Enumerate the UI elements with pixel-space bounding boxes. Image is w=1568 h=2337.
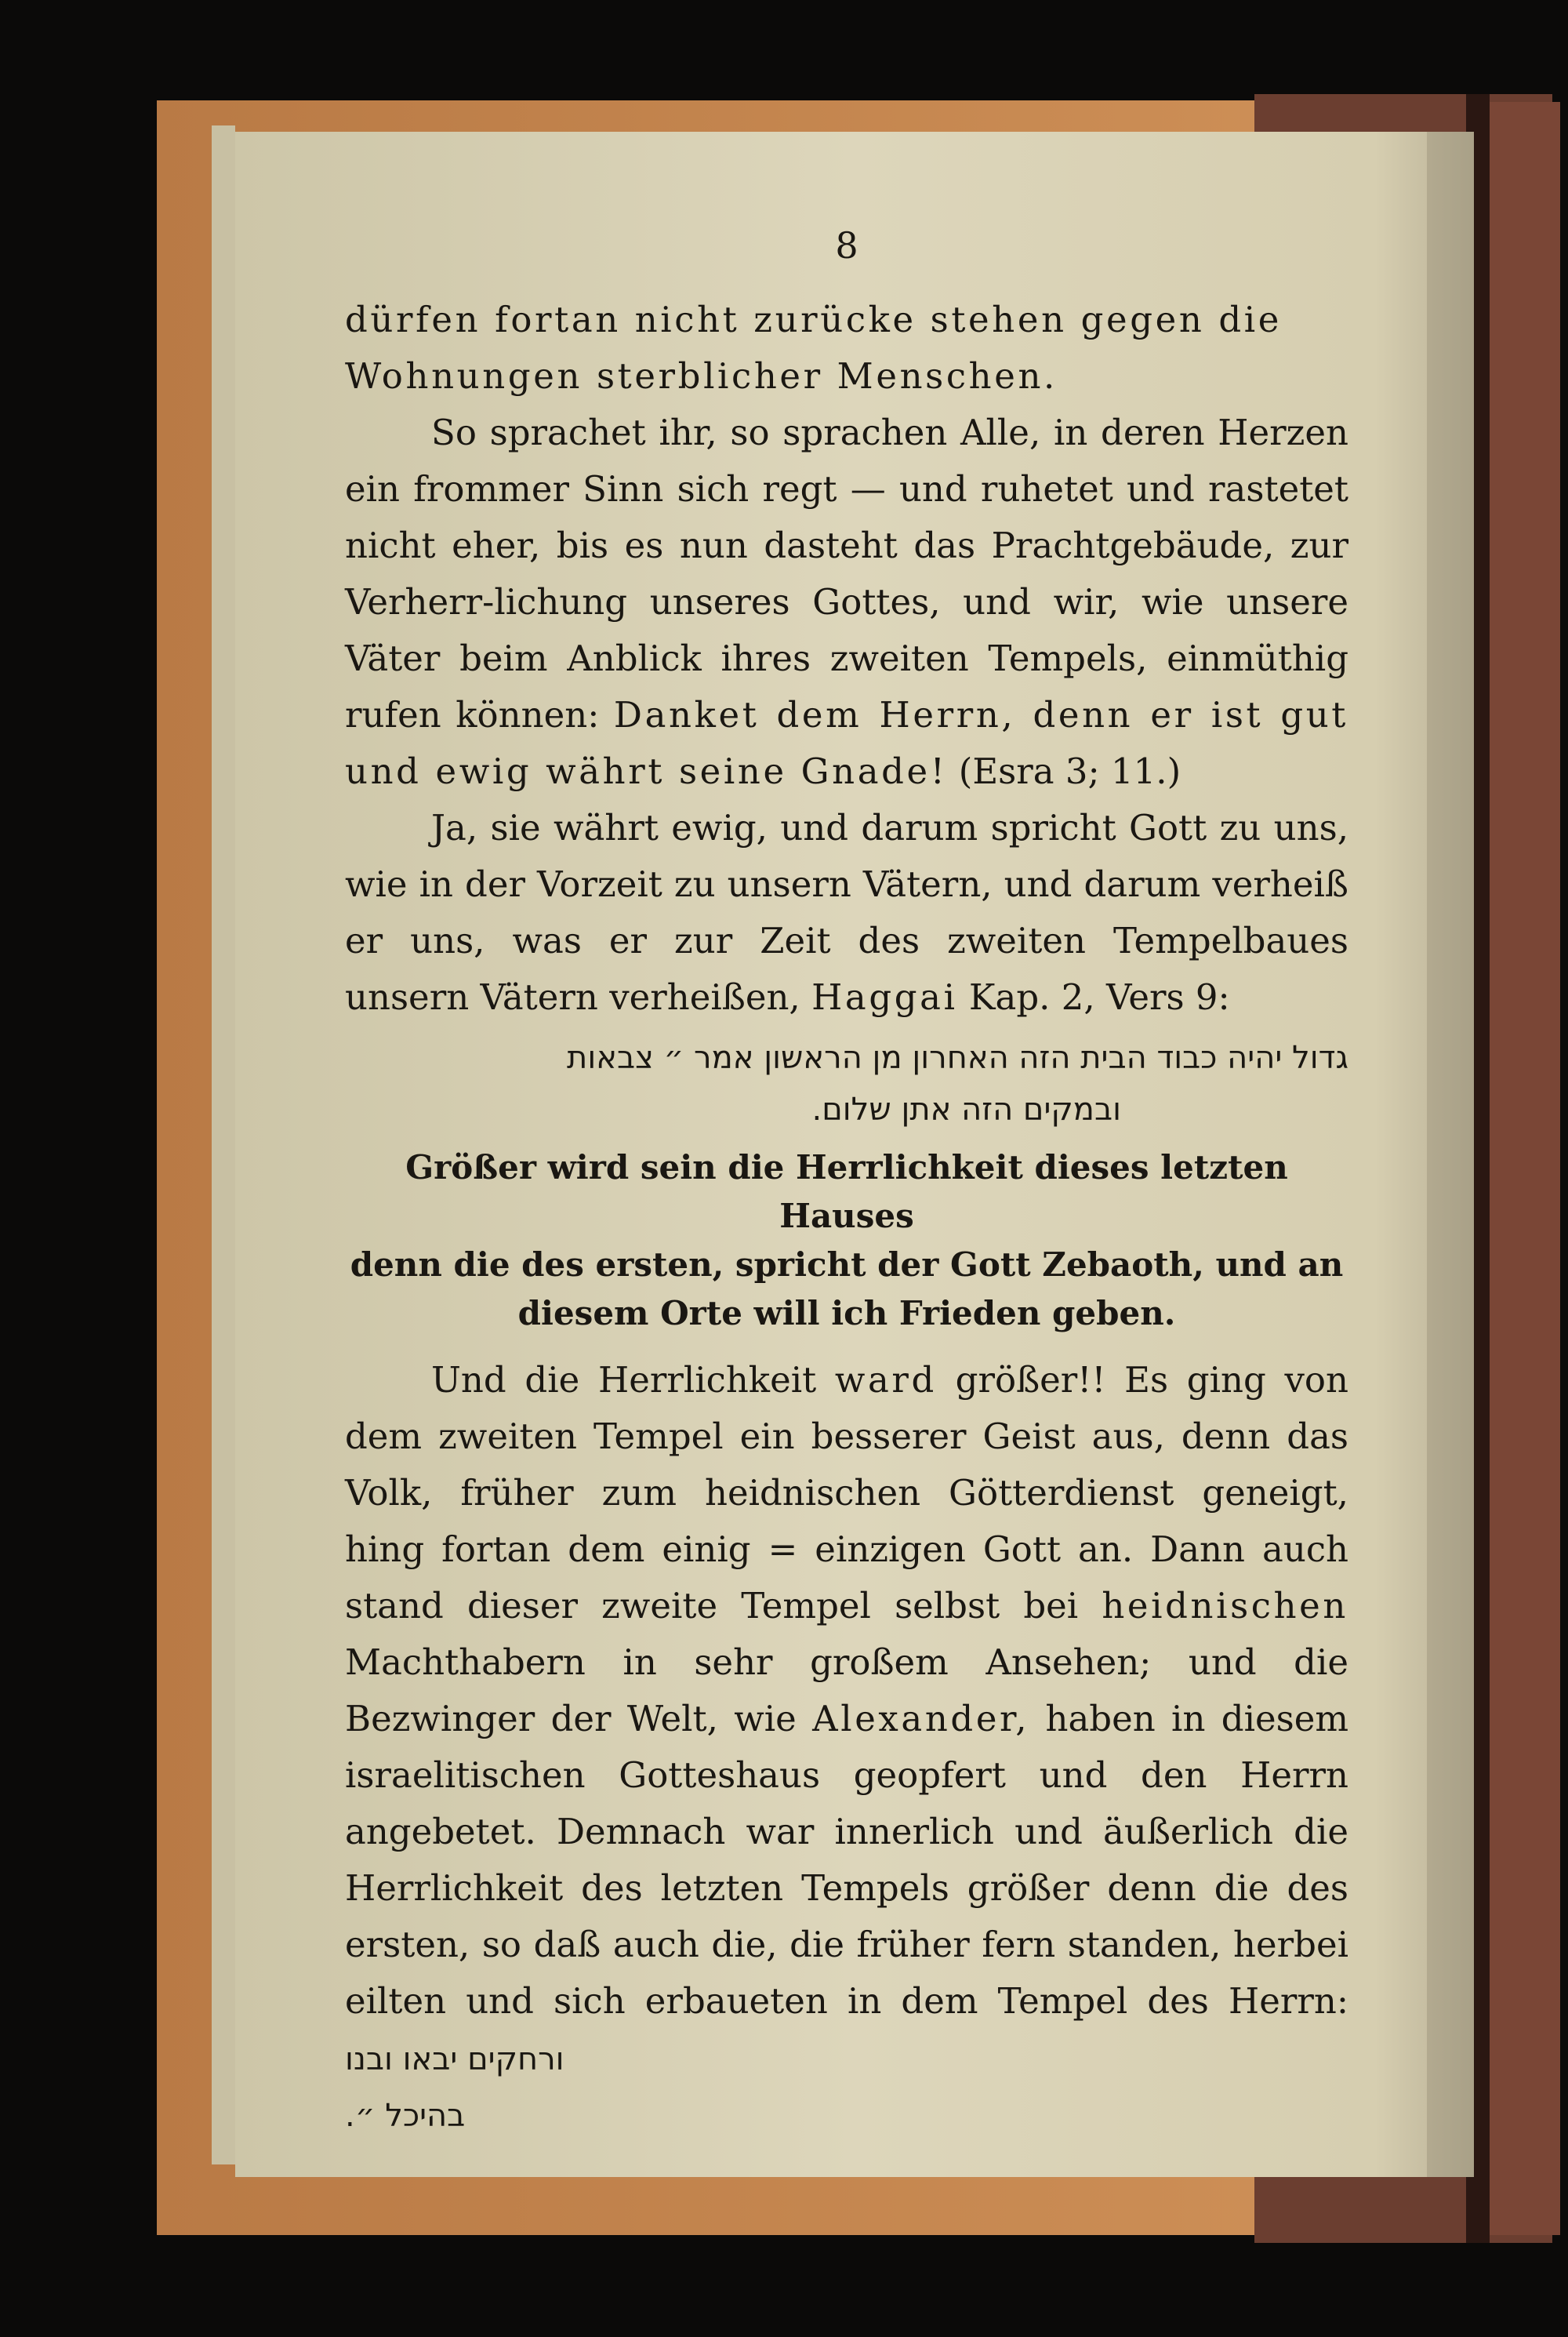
paragraph bbox=[345, 800, 1348, 1026]
text-line: Wohnungen sterblicher Menschen. bbox=[345, 355, 1058, 397]
paragraph bbox=[345, 405, 1348, 800]
page-number: 8 bbox=[835, 224, 858, 267]
hebrew-line-end: בהיכל ״. bbox=[345, 2098, 466, 2134]
page-text bbox=[345, 224, 1348, 2144]
citation: Kap. 2, Vers 9: bbox=[968, 976, 1230, 1018]
emphasis-name: Alexander, bbox=[812, 1698, 1030, 1739]
citation: (Esra 3; 11.) bbox=[958, 751, 1181, 792]
paragraph-text: Und die Herrlichkeit bbox=[431, 1359, 817, 1401]
hebrew-quote bbox=[345, 1032, 1348, 1136]
paragraph-text: Ja, sie währt ewig, und darum spricht Gott zu uns, wie in der Vorzeit zu unsern Vätern, und darum verheiß er uns, was er zur Zeit des zweiten Tempelbaues unsern Vätern verheißen, bbox=[345, 807, 1348, 1018]
translation-line: Größer wird sein die Herrlichkeit dieses letzten Hauses bbox=[405, 1148, 1288, 1235]
paragraph-text: Machthabern in sehr großem Ansehen; und die Bezwinger der Welt, wie bbox=[345, 1641, 1348, 1739]
translation-line: denn die des ersten, spricht der Gott Zebaoth, und an bbox=[350, 1245, 1344, 1284]
hebrew-inline: ורחקים יבאו ובנו bbox=[345, 2041, 564, 2077]
text-line: dürfen fortan nicht zurücke stehen gegen die bbox=[345, 299, 1282, 340]
hebrew-line: ובמקים הזה אתן שלום. bbox=[811, 1092, 1121, 1128]
translation-line: diesem Orte will ich Frieden geben. bbox=[517, 1294, 1176, 1332]
hebrew-line: גדול יהיה כבוד הבית הזה האחרון מן הראשון אמר ״ צבאות bbox=[567, 1040, 1348, 1076]
translation-block bbox=[345, 1143, 1348, 1338]
emphasis-word: heidnischen bbox=[1102, 1585, 1348, 1626]
paragraph-text: So sprachet ihr, so sprachen Alle, in deren Herzen ein frommer Sinn sich regt — und ruhetet und rastetet nicht eher, bis es nun dasteht das Prachtgebäude, zur Verherr-lichung unseres Gottes, und wir, wie unsere Väter beim Anblick ihres zweiten Tempels, einmüthig rufen können: bbox=[345, 412, 1348, 736]
paragraph-text: größer!! Es ging von dem zweiten Tempel ein besserer Geist aus, denn das Volk, früher zum heidnischen Götterdienst geneigt, hing fortan dem einig = einzigen Gott an. Dann auch stand dieser zweite Tempel selbst bei bbox=[345, 1359, 1348, 1626]
paragraph-text: haben in diesem israelitischen Gotteshaus geopfert und den Herrn angebetet. Demnach war innerlich und äußerlich die Herrlichkeit des letzten Tempels größer denn die des ersten, so daß auch die, die früher fern standen, herbei eilten und sich erbaueten in dem Tempel des Herrn: bbox=[345, 1698, 1348, 2022]
emphasis-word: ward bbox=[834, 1359, 937, 1401]
emphasis-name: Haggai bbox=[811, 976, 958, 1018]
quote-text: Danket dem Herrn, denn er ist gut und ewig währt seine Gnade! bbox=[345, 694, 1348, 792]
paragraph bbox=[345, 1352, 1348, 2088]
